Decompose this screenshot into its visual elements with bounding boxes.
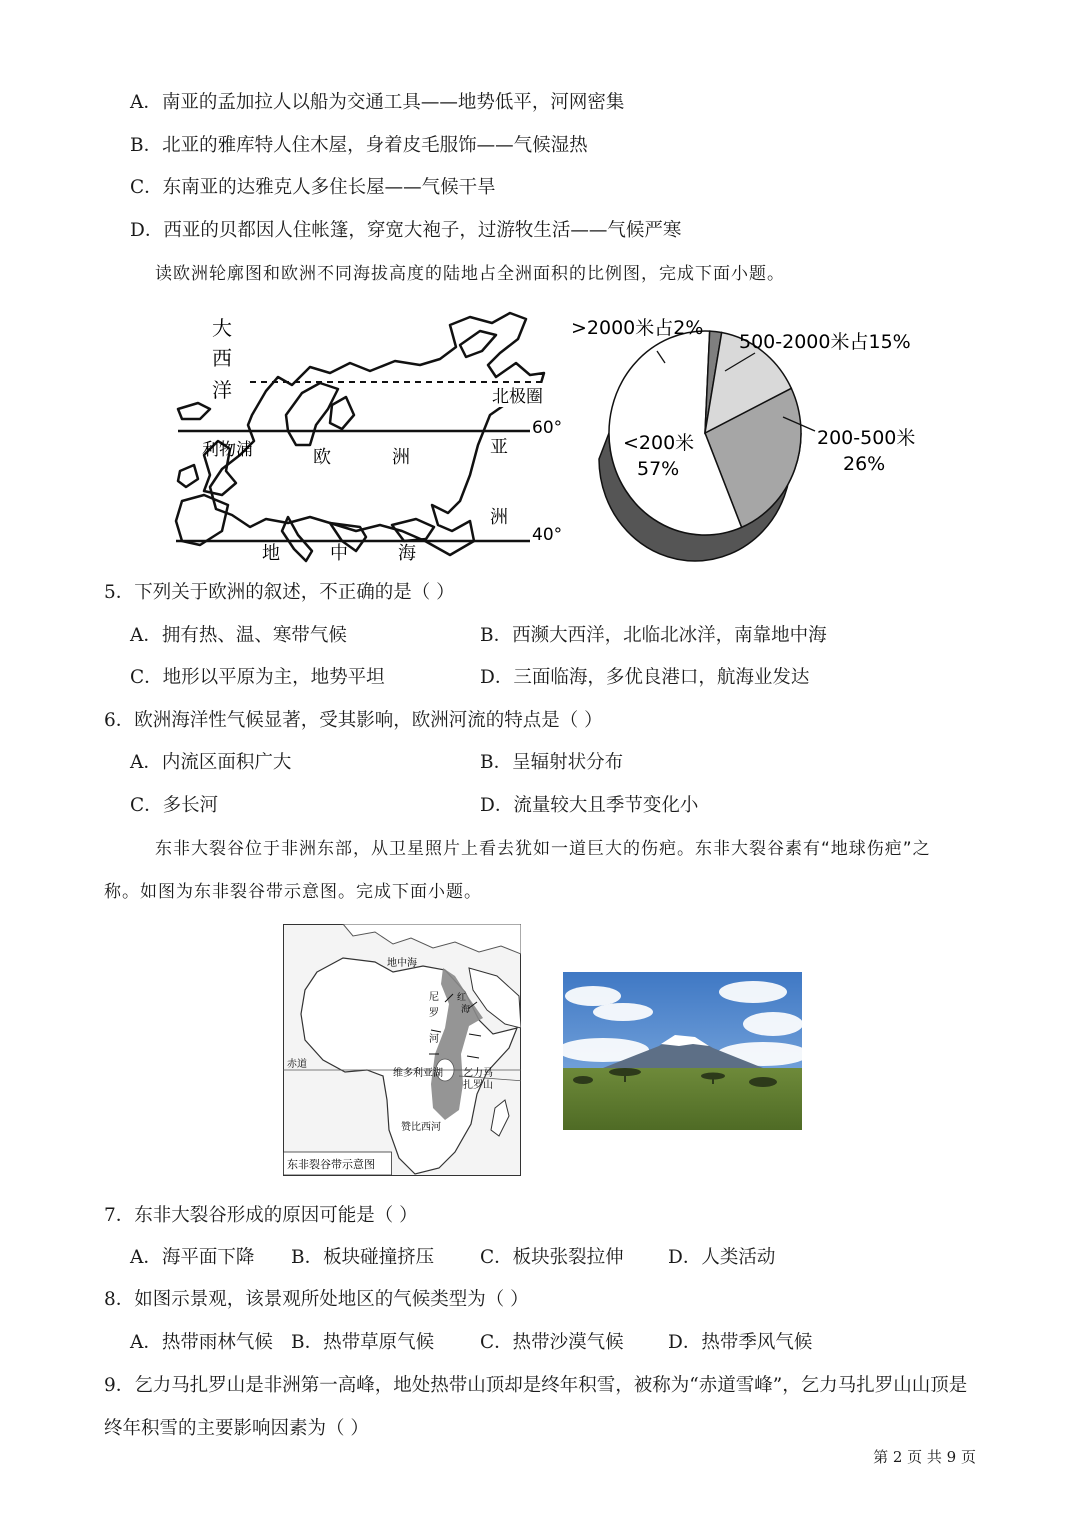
- q5-stem: 5．下列关于欧洲的叙述，不正确的是（ ）: [104, 582, 455, 603]
- q8-option-d: D．热带季风气候: [668, 1332, 813, 1353]
- red-sea-char-1: 红: [457, 993, 467, 1003]
- kilimanjaro-line1: 乞力马: [463, 1068, 493, 1079]
- pie-label-200-500-name: 200-500米: [817, 427, 916, 449]
- red-sea-char-2: 海: [461, 1005, 471, 1015]
- east-africa-rift-map: [283, 924, 521, 1176]
- atlantic-char-2: 西: [212, 346, 232, 370]
- europe-label-ou: 欧: [313, 447, 331, 468]
- lat-60-label: 60°: [532, 418, 563, 438]
- q5-option-c: C．地形以平原为主，地势平坦: [130, 667, 385, 688]
- europe-intro: 读欧洲轮廓图和欧洲不同海拔高度的陆地占全洲面积的比例图，完成下面小题。: [155, 264, 785, 284]
- q6-option-b: B．呈辐射状分布: [480, 752, 624, 773]
- africa-intro-line2: 称。如图为东非裂谷带示意图。完成下面小题。: [104, 882, 482, 902]
- elevation-pie-chart: [565, 305, 925, 565]
- q8-stem: 8．如图示景观，该景观所处地区的气候类型为（ ）: [104, 1289, 529, 1310]
- q5-option-a: A．拥有热、温、寒带气候: [130, 625, 347, 646]
- q5-option-b: B．西濒大西洋，北临北冰洋，南靠地中海: [480, 625, 827, 646]
- asia-label-zhou: 洲: [490, 507, 508, 528]
- med-char-3: 海: [398, 543, 416, 564]
- q7-stem: 7．东非大裂谷形成的原因可能是（ ）: [104, 1205, 418, 1226]
- q7-option-d: D．人类活动: [668, 1247, 776, 1268]
- gulf-outline: [330, 397, 354, 429]
- atlantic-char-1: 大: [212, 316, 232, 340]
- q7-option-b: B．板块碰撞挤压: [291, 1247, 435, 1268]
- kilimanjaro-line2: 扎罗山: [463, 1080, 493, 1091]
- mediterranean-label: 地中海: [387, 958, 417, 969]
- q6-option-c: C．多长河: [130, 795, 219, 816]
- med-char-2: 中: [330, 543, 348, 564]
- nile-char-1: 尼: [429, 992, 439, 1003]
- atlantic-char-3: 洋: [212, 378, 232, 402]
- europe-label-zhou: 洲: [392, 447, 410, 468]
- nile-char-2: 罗: [429, 1008, 439, 1019]
- nile-char-3: 河: [429, 1034, 439, 1045]
- ireland-outline: [178, 465, 198, 487]
- victoria-label: 维多利亚湖: [393, 1068, 443, 1079]
- europe-outline-map: [170, 305, 570, 567]
- q7-option-a: A．海平面下降: [130, 1247, 255, 1268]
- pie-label-lt200-value: 57%: [637, 458, 680, 480]
- q7-option-c: C．板块张裂拉伸: [480, 1247, 624, 1268]
- africa-intro-line1: 东非大裂谷位于非洲东部，从卫星照片上看去犹如一道巨大的伤疤。东非大裂谷素有“地球伤疤”之: [155, 839, 931, 859]
- q6-option-a: A．内流区面积广大: [130, 752, 292, 773]
- novaya-zemlya-outline: [460, 331, 496, 357]
- q5-option-d: D．三面临海，多优良港口，航海业发达: [480, 667, 810, 688]
- iceland-outline: [178, 403, 210, 419]
- equator-label: 赤道: [287, 1059, 307, 1070]
- q4-option-d: D．西亚的贝都因人住帐篷，穿宽大袍子，过游牧生活——气候严寒: [130, 220, 682, 241]
- pie-label-gt2000: >2000米占2%: [571, 317, 704, 339]
- med-char-1: 地: [262, 543, 280, 564]
- page-footer: 第 2 页 共 9 页: [873, 1448, 976, 1466]
- pie-label-200-500-value: 26%: [843, 453, 886, 475]
- kilimanjaro-savanna-photo: [563, 972, 802, 1130]
- asia-label-ya: 亚: [490, 437, 508, 458]
- q8-option-a: A．热带雨林气候: [130, 1332, 273, 1353]
- arctic-circle-label: 北极圈: [492, 387, 543, 407]
- pie-label-lt200-name: <200米: [623, 432, 695, 454]
- iberia-outline: [176, 495, 228, 545]
- map-caption: 东非裂谷带示意图: [287, 1158, 375, 1171]
- q6-stem: 6．欧洲海洋性气候显著，受其影响，欧洲河流的特点是（ ）: [104, 710, 603, 731]
- zambezi-label: 赞比西河: [401, 1122, 441, 1133]
- lat-40-label: 40°: [532, 525, 563, 545]
- q6-option-d: D．流量较大且季节变化小: [480, 795, 699, 816]
- italy-outline: [282, 517, 312, 561]
- liverpool-label: 利物浦: [202, 440, 253, 460]
- q4-option-a: A．南亚的孟加拉人以船为交通工具——地势低平，河网密集: [130, 92, 625, 113]
- q8-option-c: C．热带沙漠气候: [480, 1332, 624, 1353]
- q9-stem-line1: 9．乞力马扎罗山是非洲第一高峰，地处热带山顶却是终年积雪，被称为“赤道雪峰”，乞力马扎罗山山顶是: [104, 1375, 968, 1396]
- q9-stem-line2: 终年积雪的主要影响因素为（ ）: [104, 1418, 369, 1439]
- q4-option-c: C．东南亚的达雅克人多住长屋——气候干旱: [130, 177, 496, 198]
- q8-option-b: B．热带草原气候: [291, 1332, 435, 1353]
- pie-label-500-2000: 500-2000米占15%: [739, 331, 911, 353]
- q4-option-b: B．北亚的雅库特人住木屋，身着皮毛服饰——气候湿热: [130, 135, 588, 156]
